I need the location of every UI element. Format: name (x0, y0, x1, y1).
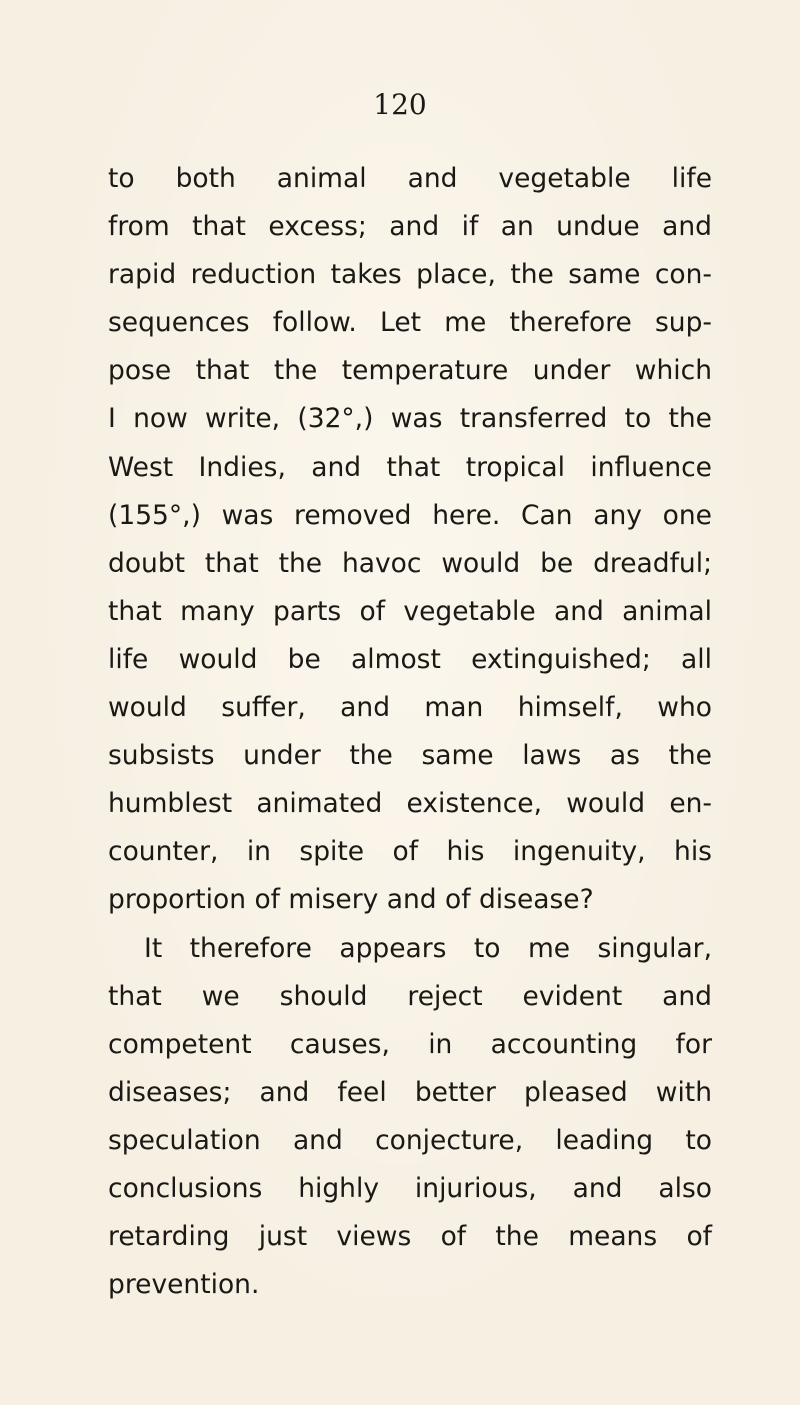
text-line: speculation and conjecture, leading to (108, 1124, 712, 1156)
text-line: conclusions highly injurious, and also (108, 1172, 712, 1204)
text-line: competent causes, in accounting for (108, 1028, 712, 1060)
text-line: pose that the temperature under which (108, 355, 712, 387)
text-line: subsists under the same laws as the (108, 740, 712, 772)
page-number: 120 (373, 88, 427, 121)
text-line: diseases; and feel better pleased with (108, 1076, 712, 1108)
text-line: prevention. (108, 1269, 260, 1301)
text-line: life would be almost extinguished; all (108, 643, 712, 675)
text-line: I now write, (32°,) was transferred to the (108, 403, 712, 435)
text-line: that many parts of vegetable and animal (108, 595, 712, 627)
text-line: rapid reduction takes place, the same con- (108, 259, 712, 291)
text-line: retarding just views of the means of (108, 1221, 712, 1253)
text-line: from that excess; and if an undue and (108, 211, 712, 243)
text-line: West Indies, and that tropical influence (108, 451, 712, 483)
body-text (108, 155, 712, 1309)
text-line: proportion of misery and of disease? (108, 884, 594, 916)
text-line: sequences follow. Let me therefore sup- (108, 307, 712, 339)
paragraph-first-line: It therefore appears to me singular, (144, 932, 712, 964)
text-line: that we should reject evident and (108, 980, 712, 1012)
text-line: (155°,) was removed here. Can any one (108, 499, 712, 531)
text-line: counter, in spite of his ingenuity, his (108, 836, 712, 868)
text-line: humblest animated existence, would en- (108, 788, 712, 820)
text-line: doubt that the havoc would be dreadful; (108, 547, 712, 579)
text-line: to both animal and vegetable life (108, 163, 712, 194)
text-line: would suffer, and man himself, who (108, 692, 712, 724)
